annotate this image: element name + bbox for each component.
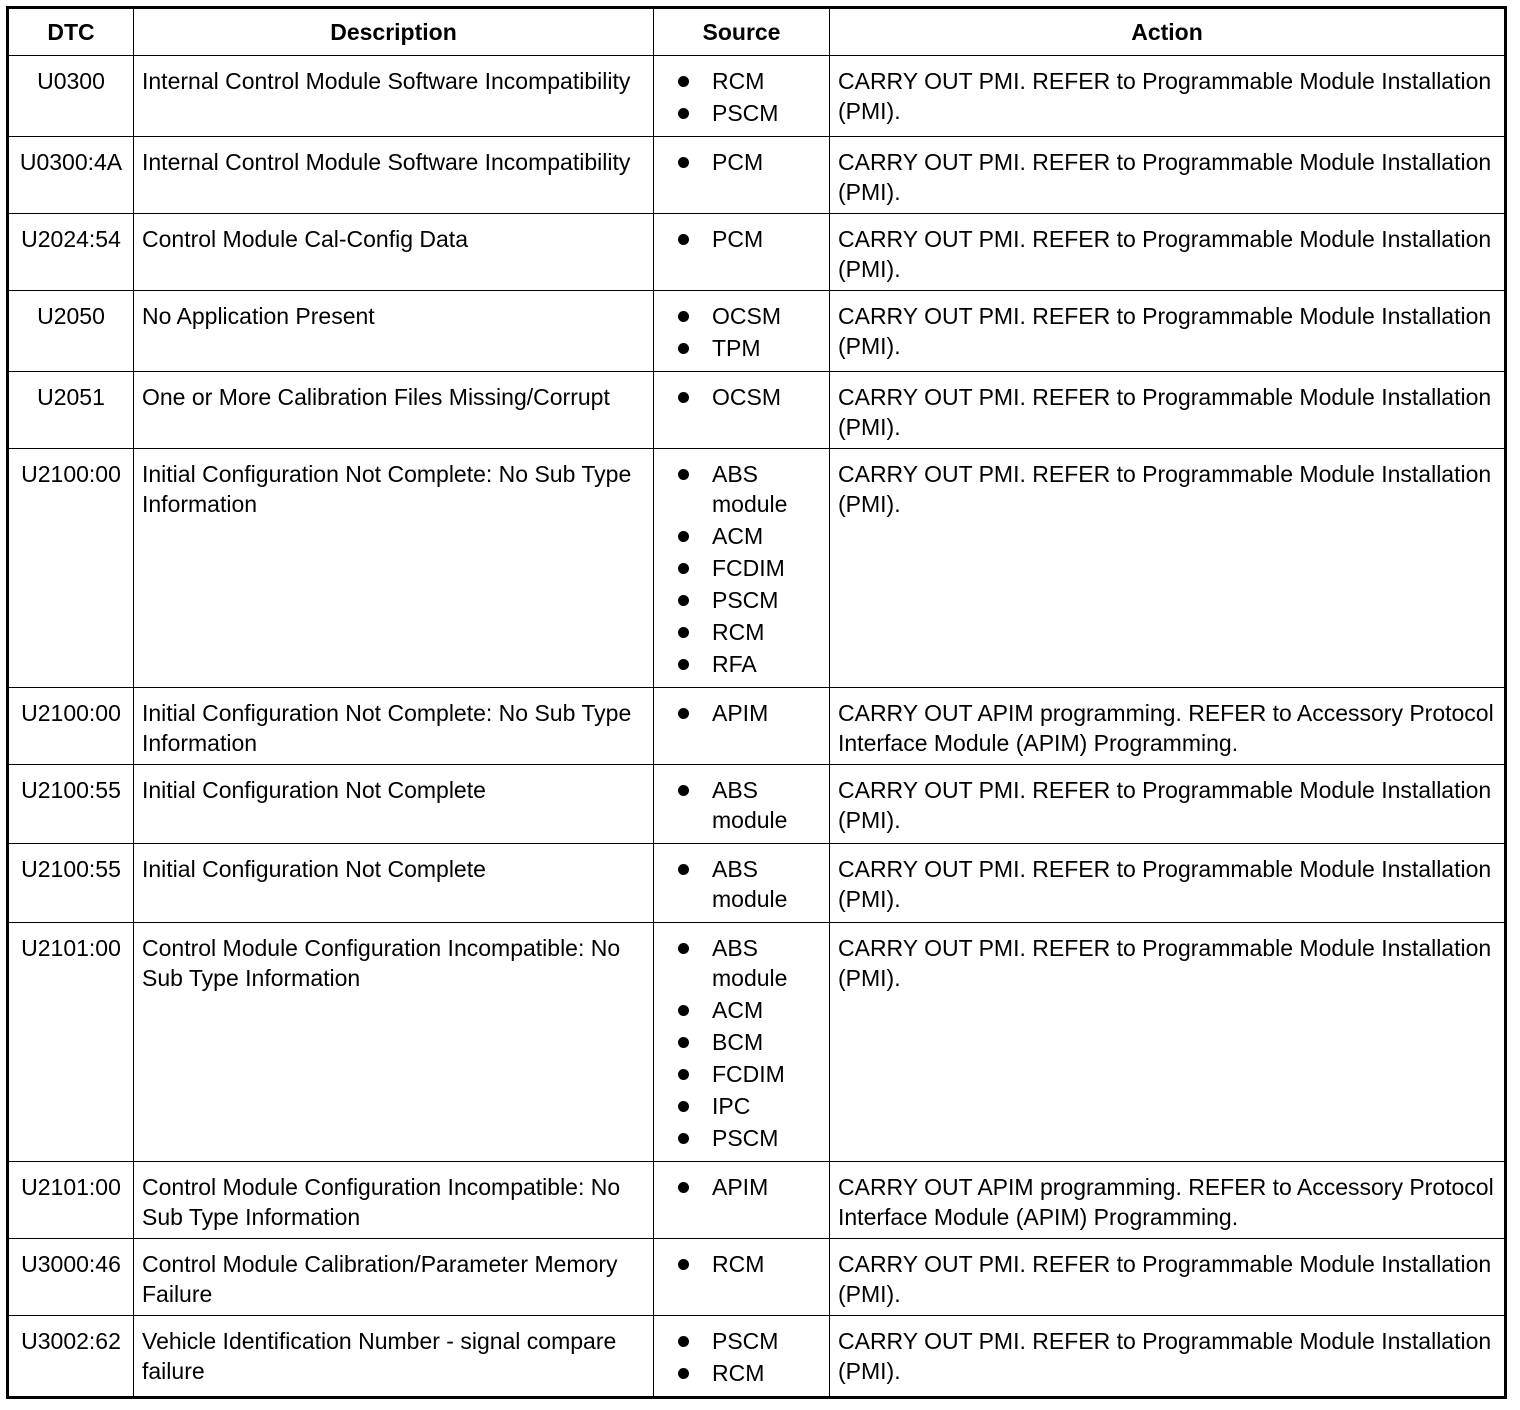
source-item: ABS module [678,775,829,835]
dtc-source [654,56,830,137]
dtc-source [654,214,830,291]
source-item: RCM [678,1358,829,1388]
source-item: RCM [678,1249,829,1279]
source-item: RCM [678,66,829,96]
header-row [8,8,1506,56]
dtc-code: U2101:00 [8,923,134,1162]
table-body [8,56,1506,1398]
dtc-description: Vehicle Identification Number - signal compare failure [134,1316,654,1398]
source-list [678,66,829,128]
table-row [8,688,1506,765]
dtc-code: U2100:00 [8,688,134,765]
dtc-code: U2050 [8,291,134,372]
source-item: RFA [678,649,829,679]
table-row [8,1162,1506,1239]
dtc-description: Control Module Configuration Incompatible: No Sub Type Information [134,923,654,1162]
dtc-action: CARRY OUT PMI. REFER to Programmable Module Installation (PMI). [830,844,1506,923]
source-item: ABS module [678,854,829,914]
source-list [678,459,829,679]
table-row [8,56,1506,137]
dtc-action: CARRY OUT PMI. REFER to Programmable Module Installation (PMI). [830,449,1506,688]
dtc-source [654,844,830,923]
table-row [8,291,1506,372]
source-item: FCDIM [678,1059,829,1089]
dtc-description: Internal Control Module Software Incompatibility [134,56,654,137]
source-list [678,775,829,835]
dtc-code: U2100:55 [8,844,134,923]
dtc-action: CARRY OUT PMI. REFER to Programmable Module Installation (PMI). [830,214,1506,291]
source-item: PCM [678,147,829,177]
dtc-description: Control Module Calibration/Parameter Memory Failure [134,1239,654,1316]
header-description: Description [134,8,654,56]
dtc-description: Initial Configuration Not Complete [134,844,654,923]
dtc-code: U0300 [8,56,134,137]
dtc-description: Initial Configuration Not Complete: No Sub Type Information [134,449,654,688]
dtc-description: Control Module Configuration Incompatible: No Sub Type Information [134,1162,654,1239]
source-item: OCSM [678,301,829,331]
dtc-description: No Application Present [134,291,654,372]
dtc-action: CARRY OUT PMI. REFER to Programmable Module Installation (PMI). [830,372,1506,449]
dtc-code: U0300:4A [8,137,134,214]
source-list [678,1326,829,1388]
dtc-source [654,1162,830,1239]
source-item: IPC [678,1091,829,1121]
source-list [678,1249,829,1279]
source-list [678,1172,829,1202]
dtc-action: CARRY OUT APIM programming. REFER to Accessory Protocol Interface Module (APIM) Programming. [830,1162,1506,1239]
source-item: ACM [678,995,829,1025]
table-header [8,8,1506,56]
source-item: PCM [678,224,829,254]
dtc-code: U3000:46 [8,1239,134,1316]
table-row [8,923,1506,1162]
dtc-source [654,137,830,214]
dtc-code: U2051 [8,372,134,449]
header-dtc: DTC [8,8,134,56]
source-list [678,933,829,1153]
table-row [8,214,1506,291]
dtc-action: CARRY OUT PMI. REFER to Programmable Module Installation (PMI). [830,765,1506,844]
table-row [8,765,1506,844]
source-item: TPM [678,333,829,363]
source-item: APIM [678,698,829,728]
dtc-action: CARRY OUT PMI. REFER to Programmable Module Installation (PMI). [830,137,1506,214]
table-row [8,844,1506,923]
dtc-action: CARRY OUT PMI. REFER to Programmable Module Installation (PMI). [830,1239,1506,1316]
source-item: OCSM [678,382,829,412]
dtc-code: U2024:54 [8,214,134,291]
source-list [678,698,829,728]
dtc-description: Initial Configuration Not Complete [134,765,654,844]
table-row [8,137,1506,214]
source-item: ABS module [678,933,829,993]
dtc-source [654,449,830,688]
source-item: ABS module [678,459,829,519]
source-item: FCDIM [678,553,829,583]
dtc-code: U2100:00 [8,449,134,688]
dtc-code: U3002:62 [8,1316,134,1398]
source-item: RCM [678,617,829,647]
source-item: PSCM [678,1123,829,1153]
dtc-source [654,923,830,1162]
source-list [678,147,829,177]
source-item: PSCM [678,1326,829,1356]
dtc-source [654,1316,830,1398]
source-item: ACM [678,521,829,551]
source-item: APIM [678,1172,829,1202]
dtc-source [654,372,830,449]
table-row [8,1239,1506,1316]
dtc-action: CARRY OUT PMI. REFER to Programmable Module Installation (PMI). [830,56,1506,137]
dtc-source [654,688,830,765]
dtc-action: CARRY OUT PMI. REFER to Programmable Module Installation (PMI). [830,291,1506,372]
dtc-source [654,765,830,844]
dtc-table [6,6,1507,1399]
dtc-description: Initial Configuration Not Complete: No Sub Type Information [134,688,654,765]
dtc-code: U2101:00 [8,1162,134,1239]
source-item: BCM [678,1027,829,1057]
source-list [678,224,829,254]
dtc-action: CARRY OUT PMI. REFER to Programmable Module Installation (PMI). [830,923,1506,1162]
source-list [678,301,829,363]
table-row [8,372,1506,449]
source-item: PSCM [678,98,829,128]
dtc-code: U2100:55 [8,765,134,844]
dtc-action: CARRY OUT APIM programming. REFER to Accessory Protocol Interface Module (APIM) Programming. [830,688,1506,765]
dtc-source [654,1239,830,1316]
dtc-source [654,291,830,372]
dtc-action: CARRY OUT PMI. REFER to Programmable Module Installation (PMI). [830,1316,1506,1398]
source-item: PSCM [678,585,829,615]
table-row [8,449,1506,688]
source-list [678,382,829,412]
dtc-description: Control Module Cal-Config Data [134,214,654,291]
table-row [8,1316,1506,1398]
dtc-description: One or More Calibration Files Missing/Corrupt [134,372,654,449]
header-source: Source [654,8,830,56]
header-action: Action [830,8,1506,56]
dtc-description: Internal Control Module Software Incompatibility [134,137,654,214]
source-list [678,854,829,914]
